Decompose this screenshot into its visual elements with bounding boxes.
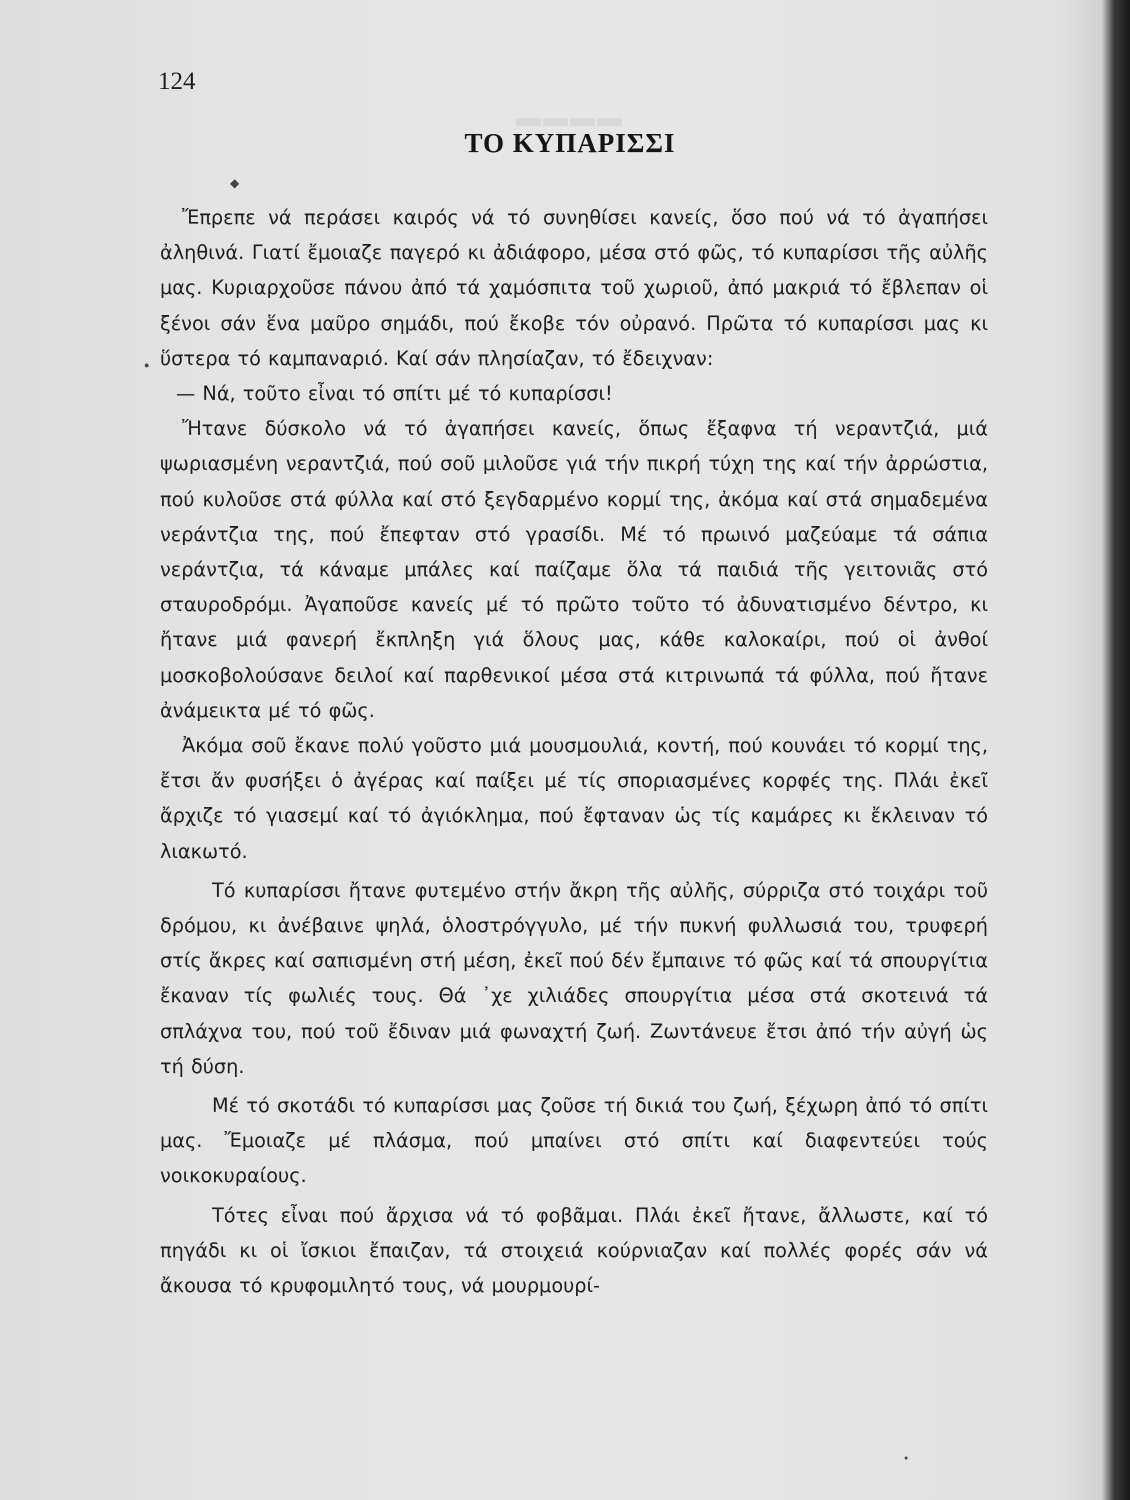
body-text (160, 200, 988, 1303)
paragraph: Τότες εἶναι πού ἄρχισα νά τό φοβᾶμαι. Πλάι ἐκεῖ ἤτανε, ἄλλωστε, καί τό πηγάδι κι οἱ ἴσκιοι ἔπαιζαν, τά στοιχειά κούρνιαζαν καί πολλές φορές σάν νά ἄκουσα τό κρυφομιλητό τους, νά μουρμουρί- (160, 1203, 988, 1298)
ink-dot: ● (144, 360, 150, 370)
paragraph: Τό κυπαρίσσι ἤτανε φυτεμένο στήν ἄκρη τῆς αὐλῆς, σύρριζα στό τοιχάρι τοῦ δρόμου, κι ἀνέβαινε ψηλά, ὁλοστρόγγυλο, μέ τήν πυκνή φυλλωσιά του, τρυφερή στίς ἄκρες καί σαπισμένη στή μέση, ἐκεῖ πού δέν ἔμπαινε τό φῶς καί τά σπουργίτια ἔκαναν τίς φωλιές τους. Θά ᾽χε χιλιάδες σπουργίτια μέσα στά σκοτεινά τά σπλάχνα του, πού τοῦ ἔδιναν μιά φωναχτή ζωή. Ζωντάνευε ἔτσι ἀπό τήν αὐγή ὡς τή δύση. (160, 878, 988, 1078)
ink-speck: ◆ (230, 176, 240, 190)
ink-dot: ● (904, 1454, 909, 1462)
chapter-title: ΤΟ ΚΥΠΑΡΙΣΣΙ (464, 128, 676, 158)
dialogue-line: — Νά, τοῦτο εἶναι τό σπίτι μέ τό κυπαρίσσι! (176, 382, 613, 406)
paragraph: Ἔπρεπε νά περάσει καιρός νά τό συνηθίσει κανείς, ὅσο πού νά τό ἀγαπήσει ἀληθινά. Γιατί ἔμοιαζε παγερό κι ἀδιάφορο, μέσα στό φῶς, τό κυπαρίσσι τῆς αὐλῆς μας. Κυριαρχοῦσε πάνου ἀπό τά χαμόσπιτα τοῦ χωριοῦ, ἀπό μακριά τό ἔβλεπαν οἱ ξένοι σάν ἕνα μαῦρο σημάδι, πού ἔκοβε τόν οὐρανό. Πρῶτα τό κυπαρίσσι μας κι ὕστερα τό καμπαναριό. Καί σάν πλησίαζαν, τό ἔδειχναν: (160, 206, 988, 370)
paragraph: Ἤτανε δύσκολο νά τό ἀγαπήσει κανείς, ὅπως ἔξαφνα τή νεραντζιά, μιά ψωριασμένη νεραντζιά, πού σοῦ μιλοῦσε γιά τήν πικρή τύχη της καί τήν ἀρρώστια, πού κυλοῦσε στά φύλλα καί στό ξεγδαρμένο κορμί της, ἀκόμα καί στά σημαδεμένα νεράντζια της, πού ἔπεφταν στό γρασίδι. Μέ τό πρωινό μαζεύαμε τά σάπια νεράντζια, τά κάναμε μπάλες καί παίζαμε ὅλα τά παιδιά τῆς γειτονιᾶς στό σταυροδρόμι. Ἀγαποῦσε κανείς μέ τό πρῶτο τοῦτο τό ἀδυνατισμένο δέντρο, κι ἤτανε μιά φανερή ἔκπληξη γιά ὅλους μας, κάθε καλοκαίρι, πού οἱ ἀνθοί μοσκοβολούσανε δειλοί καί παρθενικοί μέσα στά κιτρινωπά τά φύλλα, πού ἤτανε ἀνάμεικτα μέ τό φῶς. (160, 417, 988, 722)
paragraph: Μέ τό σκοτάδι τό κυπαρίσσι μας ζοῦσε τή δικιά του ζωή, ξέχωρη ἀπό τό σπίτι μας. Ἔμοιαζε μέ πλάσμα, πού μπαίνει στό σπίτι καί διαφεντεύει τούς νοικοκυραίους. (160, 1094, 988, 1188)
bleed-through-shadow: ▬▬▬▬ (516, 105, 624, 132)
page-number: 124 (158, 68, 196, 95)
paragraph: Ἀκόμα σοῦ ἔκανε πολύ γοῦστο μιά μουσμουλιά, κοντή, πού κουνάει τό κορμί της, ἔτσι ἄν φυσήξει ὁ ἀγέρας καί παίξει μέ τίς σποριασμένες κορφές της. Πλάι ἐκεῖ ἄρχιζε τό γιασεμί καί τό ἀγιόκλημα, πού ἔφταναν ὡς τίς καμάρες κι ἔκλειναν τό λιακωτό. (160, 734, 988, 863)
